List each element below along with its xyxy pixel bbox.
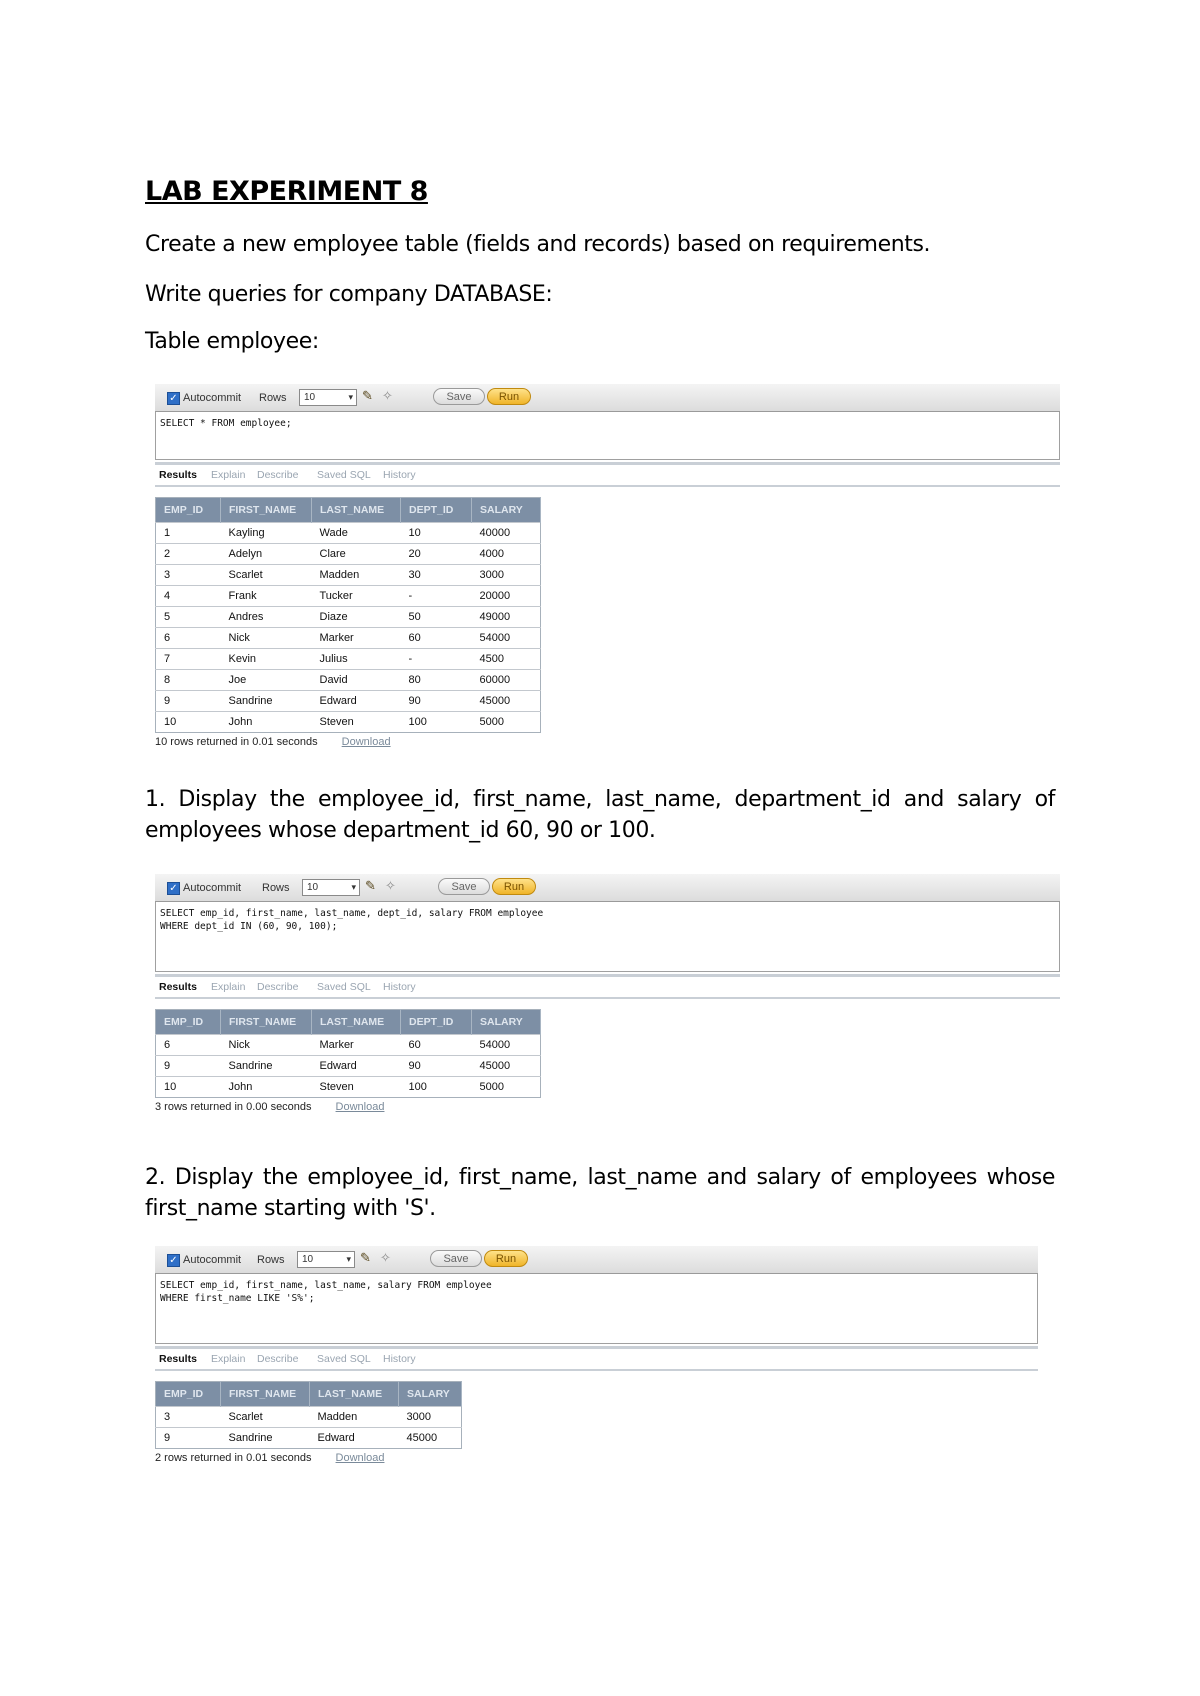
table-cell: Kayling <box>221 523 312 544</box>
rows-value: 10 <box>304 392 316 403</box>
tab-history[interactable]: History <box>383 1353 416 1365</box>
column-header: FIRST_NAME <box>221 498 312 523</box>
table-row <box>156 691 541 712</box>
table-row <box>156 544 541 565</box>
table-cell: Nick <box>221 1035 312 1056</box>
table-row <box>156 712 541 733</box>
rows-returned-text: 3 rows returned in 0.00 seconds <box>155 1101 312 1113</box>
tab-describe[interactable]: Describe <box>257 981 299 993</box>
tab-results[interactable]: Results <box>159 981 197 993</box>
checkmark-icon: ✓ <box>167 882 180 895</box>
table-cell: John <box>221 1077 312 1098</box>
intro-line-3: Table employee: <box>145 329 319 354</box>
autocommit-label: Autocommit <box>183 392 242 404</box>
question-1: 1. Display the employee_id, first_name, last_name, department_id and salary of employees whose department_id 60, 90 or 100. <box>145 787 1055 843</box>
table-row <box>156 649 541 670</box>
results-table <box>155 1009 541 1098</box>
tab-describe[interactable]: Describe <box>257 1353 299 1365</box>
result-tabs <box>155 1346 1038 1371</box>
sql-editor[interactable]: SELECT emp_id, first_name, last_name, dept_id, salary FROM employee WHERE dept_id IN (60, 90, 100); <box>155 902 1060 972</box>
sql-panel <box>155 1246 1038 1464</box>
column-header: LAST_NAME <box>312 498 401 523</box>
table-cell: Julius <box>312 649 401 670</box>
table-cell: 30 <box>401 565 472 586</box>
rows-select[interactable] <box>302 879 360 896</box>
table-row <box>156 1056 541 1077</box>
table-cell: 60 <box>401 628 472 649</box>
table-cell: Madden <box>310 1407 399 1428</box>
table-cell: 49000 <box>472 607 541 628</box>
tab-history[interactable]: History <box>383 981 416 993</box>
table-row <box>156 607 541 628</box>
table-cell: 3000 <box>472 565 541 586</box>
column-header: LAST_NAME <box>310 1382 399 1407</box>
autocommit-checkbox[interactable] <box>167 881 241 896</box>
table-cell: 4000 <box>472 544 541 565</box>
table-cell: Steven <box>312 1077 401 1098</box>
table-cell: Marker <box>312 1035 401 1056</box>
chevron-down-icon: ▾ <box>351 882 356 892</box>
table-cell: 90 <box>401 691 472 712</box>
table-cell: 10 <box>401 523 472 544</box>
table-row <box>156 1407 462 1428</box>
table-cell: 6 <box>156 1035 221 1056</box>
table-row <box>156 628 541 649</box>
results-footer <box>155 736 495 748</box>
autocommit-checkbox[interactable] <box>167 391 241 406</box>
table-cell: Joe <box>221 670 312 691</box>
pencil-icon[interactable]: ✎ <box>362 388 373 403</box>
results-table <box>155 1381 462 1449</box>
wand-icon[interactable]: ✧ <box>380 1250 391 1265</box>
table-cell: Scarlet <box>221 1407 310 1428</box>
table-cell: 80 <box>401 670 472 691</box>
download-link[interactable]: Download <box>335 1101 385 1113</box>
table-cell: 60000 <box>472 670 541 691</box>
table-cell: 3 <box>156 1407 221 1428</box>
rows-value: 10 <box>307 882 319 893</box>
sql-panel <box>155 874 1060 1113</box>
table-cell: 100 <box>401 712 472 733</box>
table-cell: 5 <box>156 607 221 628</box>
tab-explain[interactable]: Explain <box>211 469 246 481</box>
column-header: SALARY <box>399 1382 462 1407</box>
table-cell: Sandrine <box>221 691 312 712</box>
table-cell: Steven <box>312 712 401 733</box>
query-toolbar <box>155 1246 1038 1274</box>
table-cell: Frank <box>221 586 312 607</box>
rows-select[interactable] <box>297 1251 355 1268</box>
save-button[interactable]: Save <box>433 388 485 405</box>
download-link[interactable]: Download <box>341 736 391 748</box>
rows-value: 10 <box>302 1254 314 1265</box>
table-cell: Sandrine <box>221 1056 312 1077</box>
table-row <box>156 565 541 586</box>
table-cell: 2 <box>156 544 221 565</box>
tab-explain[interactable]: Explain <box>211 981 246 993</box>
checkmark-icon: ✓ <box>167 392 180 405</box>
table-cell: Andres <box>221 607 312 628</box>
table-cell: 45000 <box>472 1056 541 1077</box>
tab-results[interactable]: Results <box>159 1353 197 1365</box>
table-cell: Kevin <box>221 649 312 670</box>
chevron-down-icon: ▾ <box>348 392 353 402</box>
checkmark-icon: ✓ <box>167 1254 180 1267</box>
sql-editor[interactable]: SELECT * FROM employee; <box>155 412 1060 460</box>
table-row <box>156 523 541 544</box>
column-header: DEPT_ID <box>401 1010 472 1035</box>
table-cell: 9 <box>156 691 221 712</box>
table-cell: John <box>221 712 312 733</box>
table-cell: 60 <box>401 1035 472 1056</box>
save-button[interactable]: Save <box>438 878 490 895</box>
tab-describe[interactable]: Describe <box>257 469 299 481</box>
table-cell: Marker <box>312 628 401 649</box>
table-header-row <box>156 498 541 523</box>
table-row <box>156 670 541 691</box>
rows-returned-text: 2 rows returned in 0.01 seconds <box>155 1452 312 1464</box>
column-header: EMP_ID <box>156 1010 221 1035</box>
results-footer <box>155 1101 500 1113</box>
table-row <box>156 586 541 607</box>
intro-line-2: Write queries for company DATABASE: <box>145 282 553 307</box>
table-cell: 10 <box>156 712 221 733</box>
table-cell: 1 <box>156 523 221 544</box>
column-header: FIRST_NAME <box>221 1010 312 1035</box>
tab-saved-sql[interactable]: Saved SQL <box>317 1353 371 1365</box>
wand-icon[interactable]: ✧ <box>382 388 393 403</box>
result-tabs <box>155 974 1060 999</box>
table-cell: Tucker <box>312 586 401 607</box>
pencil-icon[interactable]: ✎ <box>365 878 376 893</box>
column-header: EMP_ID <box>156 498 221 523</box>
column-header: FIRST_NAME <box>221 1382 310 1407</box>
rows-select[interactable] <box>299 389 357 406</box>
table-row <box>156 1428 462 1449</box>
sql-editor[interactable]: SELECT emp_id, first_name, last_name, salary FROM employee WHERE first_name LIKE 'S%'; <box>155 1274 1038 1344</box>
autocommit-checkbox[interactable] <box>167 1253 241 1268</box>
run-button[interactable]: Run <box>487 388 531 405</box>
table-cell: 45000 <box>399 1428 462 1449</box>
table-cell: 20 <box>401 544 472 565</box>
rows-label: Rows <box>262 882 290 894</box>
table-cell: 3 <box>156 565 221 586</box>
wand-icon[interactable]: ✧ <box>385 878 396 893</box>
table-cell: 6 <box>156 628 221 649</box>
column-header: DEPT_ID <box>401 498 472 523</box>
table-header-row <box>156 1010 541 1035</box>
tab-saved-sql[interactable]: Saved SQL <box>317 469 371 481</box>
table-cell: 8 <box>156 670 221 691</box>
tab-results[interactable]: Results <box>159 469 197 481</box>
tab-saved-sql[interactable]: Saved SQL <box>317 981 371 993</box>
table-cell: 100 <box>401 1077 472 1098</box>
run-button[interactable]: Run <box>492 878 536 895</box>
table-cell: Edward <box>310 1428 399 1449</box>
page-title: LAB EXPERIMENT 8 <box>145 176 428 207</box>
rows-label: Rows <box>257 1254 285 1266</box>
table-cell: 90 <box>401 1056 472 1077</box>
column-header: EMP_ID <box>156 1382 221 1407</box>
tab-history[interactable]: History <box>383 469 416 481</box>
column-header: LAST_NAME <box>312 1010 401 1035</box>
chevron-down-icon: ▾ <box>346 1254 351 1264</box>
table-cell: Wade <box>312 523 401 544</box>
question-2: 2. Display the employee_id, first_name, last_name and salary of employees whose first_name starting with 'S'. <box>145 1165 1055 1221</box>
table-header-row <box>156 1382 462 1407</box>
save-button[interactable]: Save <box>430 1250 482 1267</box>
column-header: SALARY <box>472 1010 541 1035</box>
table-row <box>156 1035 541 1056</box>
results-footer <box>155 1452 425 1464</box>
table-cell: Adelyn <box>221 544 312 565</box>
result-tabs <box>155 462 1060 487</box>
table-cell: Madden <box>312 565 401 586</box>
table-cell: 9 <box>156 1428 221 1449</box>
intro-line-1: Create a new employee table (fields and records) based on requirements. <box>145 232 931 257</box>
table-cell: Nick <box>221 628 312 649</box>
table-cell: Clare <box>312 544 401 565</box>
query-toolbar <box>155 384 1060 412</box>
table-cell: David <box>312 670 401 691</box>
column-header: SALARY <box>472 498 541 523</box>
table-cell: 45000 <box>472 691 541 712</box>
pencil-icon[interactable]: ✎ <box>360 1250 371 1265</box>
table-cell: 7 <box>156 649 221 670</box>
table-cell: 9 <box>156 1056 221 1077</box>
table-cell: 20000 <box>472 586 541 607</box>
table-cell: Diaze <box>312 607 401 628</box>
table-cell: 54000 <box>472 1035 541 1056</box>
sql-panel <box>155 384 1060 748</box>
table-cell: Edward <box>312 691 401 712</box>
table-cell: 40000 <box>472 523 541 544</box>
table-cell: Edward <box>312 1056 401 1077</box>
table-cell: 3000 <box>399 1407 462 1428</box>
table-cell: 10 <box>156 1077 221 1098</box>
table-cell: 50 <box>401 607 472 628</box>
rows-label: Rows <box>259 392 287 404</box>
table-cell: 4500 <box>472 649 541 670</box>
table-cell: Sandrine <box>221 1428 310 1449</box>
query-toolbar <box>155 874 1060 902</box>
table-cell: 4 <box>156 586 221 607</box>
table-cell: - <box>401 586 472 607</box>
table-cell: 5000 <box>472 712 541 733</box>
table-cell: - <box>401 649 472 670</box>
table-cell: Scarlet <box>221 565 312 586</box>
autocommit-label: Autocommit <box>183 1254 242 1266</box>
download-link[interactable]: Download <box>335 1452 385 1464</box>
table-cell: 54000 <box>472 628 541 649</box>
run-button[interactable]: Run <box>484 1250 528 1267</box>
tab-explain[interactable]: Explain <box>211 1353 246 1365</box>
rows-returned-text: 10 rows returned in 0.01 seconds <box>155 736 318 748</box>
results-table <box>155 497 541 733</box>
table-row <box>156 1077 541 1098</box>
autocommit-label: Autocommit <box>183 882 242 894</box>
table-cell: 5000 <box>472 1077 541 1098</box>
